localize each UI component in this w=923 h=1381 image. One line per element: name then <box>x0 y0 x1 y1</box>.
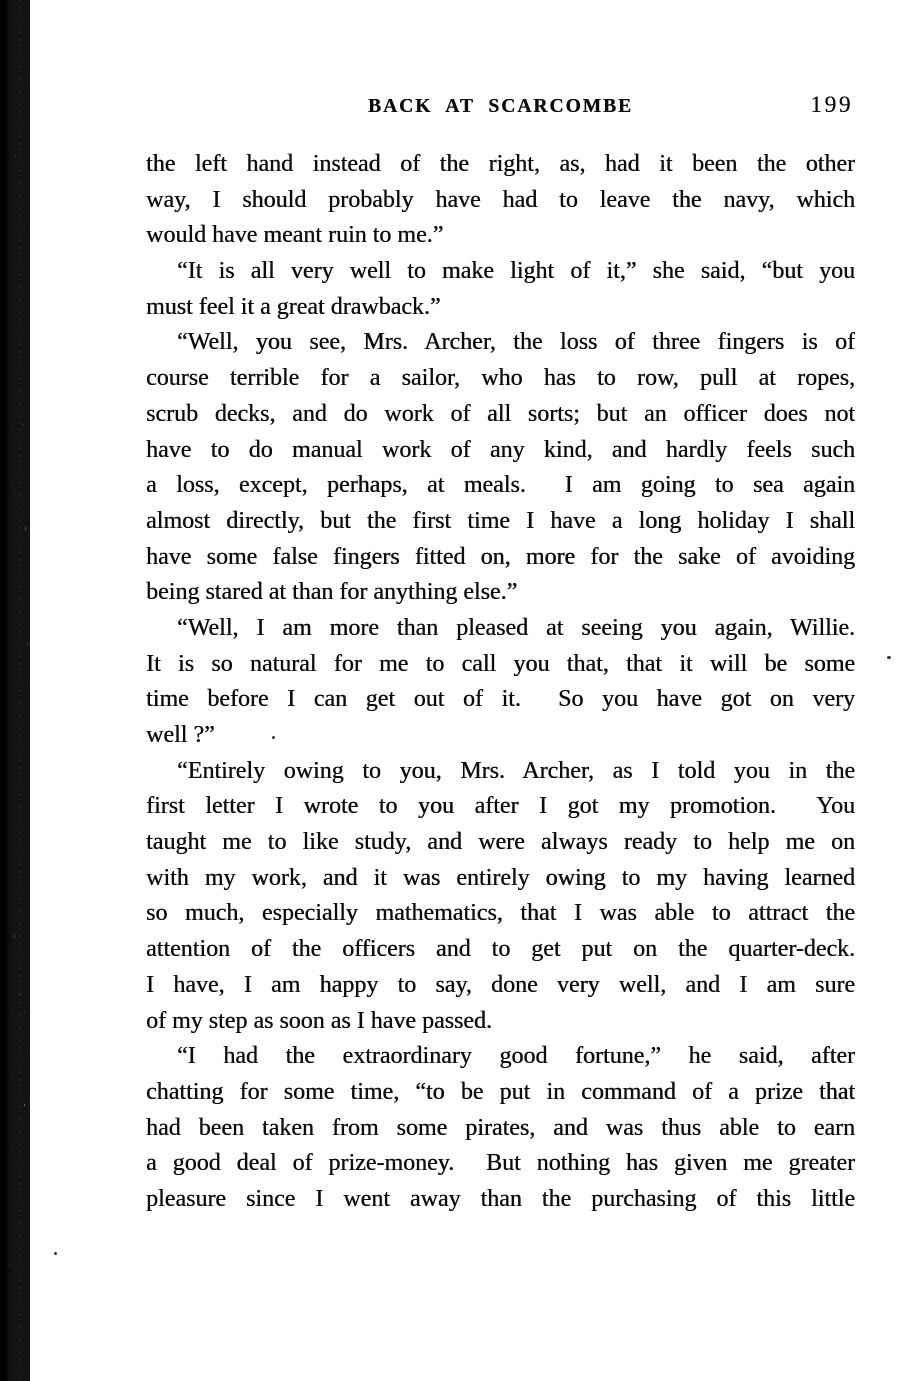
text-line: have to do manual work of any kind, and hardly feels such <box>146 436 855 463</box>
text-line: “Well, you see, Mrs. Archer, the loss of three fingers is of <box>177 329 855 356</box>
text-line: would have meant ruin to me.” <box>146 222 444 249</box>
paragraph <box>146 325 855 611</box>
text-line: taught me to like study, and were always ready to help me on <box>146 829 855 856</box>
text-line: almost directly, but the first time I have a long holiday I shall <box>146 507 855 534</box>
text-line: way, I should probably have had to leave the navy, which <box>146 186 855 213</box>
text-line: the left hand instead of the right, as, had it been the other <box>146 151 855 177</box>
text-line: a loss, except, perhaps, at meals. I am going to sea again <box>146 472 855 499</box>
text-line: a good deal of prize-money. But nothing has given me greater <box>146 1150 855 1177</box>
text-line: “Entirely owing to you, Mrs. Archer, as I told you in the <box>177 757 855 784</box>
text-line: had been taken from some pirates, and was thus able to earn <box>146 1114 855 1141</box>
scan-speck <box>887 656 891 659</box>
text-line: being stared at than for anything else.” <box>146 579 518 606</box>
page-header <box>146 92 855 126</box>
paragraph <box>146 611 855 754</box>
gutter-dotted-line <box>19 0 21 1381</box>
text-line: It is so natural for me to call you that, that it will be some <box>146 650 855 677</box>
binding-edge-artifact <box>0 0 30 1381</box>
text-block <box>146 147 855 1218</box>
text-line: of my step as soon as I have passed. <box>146 1007 492 1034</box>
text-line: “I had the extraordinary good fortune,” he said, after <box>177 1043 855 1070</box>
text-line: pleasure since I went away than the purchasing of this little <box>146 1185 855 1212</box>
paragraph <box>146 147 855 254</box>
text-line: well ?” <box>146 722 215 748</box>
text-line: scrub decks, and do work of all sorts; but an officer does not <box>146 400 855 427</box>
scan-speck <box>272 736 275 739</box>
text-line: with my work, and it was entirely owing to my having learned <box>146 864 855 891</box>
text-line: I have, I am happy to say, done very well, and I am sure <box>146 971 855 998</box>
text-line: “Well, I am more than pleased at seeing you again, Willie. <box>177 614 855 641</box>
scan-speck <box>54 1252 57 1255</box>
paragraph <box>146 254 855 325</box>
text-line: chatting for some time, “to be put in command of a prize that <box>146 1078 855 1105</box>
text-line: first letter I wrote to you after I got my promotion. You <box>146 793 855 820</box>
running-title: BACK AT SCARCOMBE <box>367 96 634 117</box>
binding-edge-noise <box>0 0 30 1381</box>
text-line: course terrible for a sailor, who has to row, pull at ropes, <box>146 365 855 392</box>
page-number: 199 <box>810 92 853 118</box>
text-line: attention of the officers and to get put on the quarter-deck. <box>146 936 855 963</box>
text-line: must feel it a great drawback.” <box>146 293 441 320</box>
paragraph <box>146 1039 855 1217</box>
text-line: time before I can get out of it. So you have got on very <box>146 686 855 713</box>
text-line: “It is all very well to make light of it,” she said, “but you <box>177 258 855 285</box>
text-line: so much, especially mathematics, that I was able to attract the <box>146 900 855 927</box>
text-line: have some false fingers fitted on, more for the sake of avoiding <box>146 543 855 570</box>
paragraph <box>146 754 855 1040</box>
